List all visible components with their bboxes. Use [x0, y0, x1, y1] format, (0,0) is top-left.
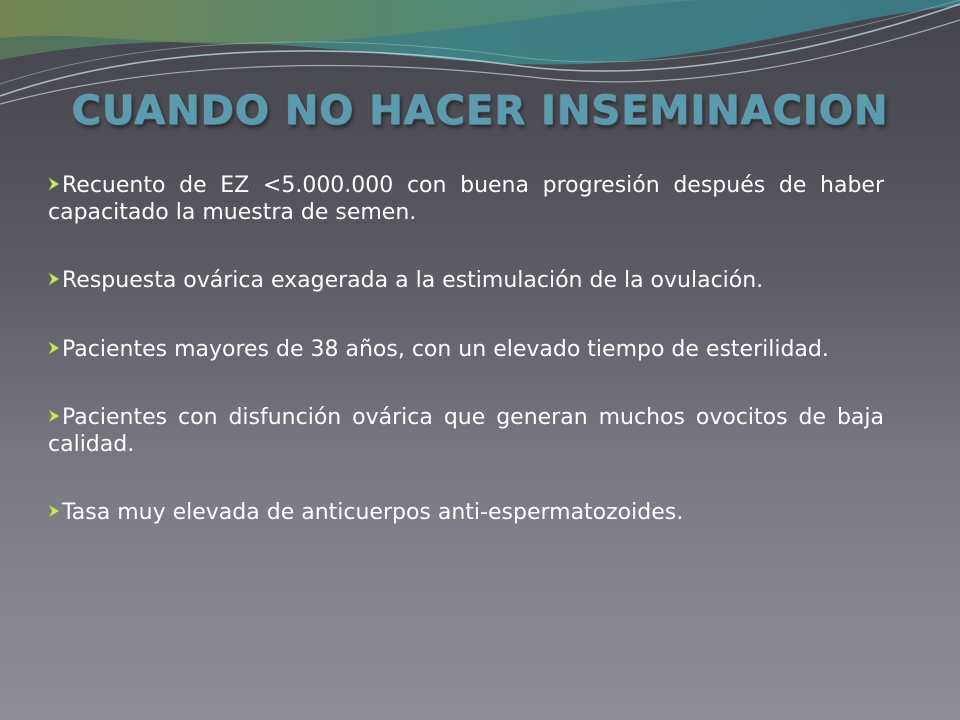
bullet-item [48, 267, 884, 294]
bullet-text: Tasa muy elevada de anticuerpos anti-espermatozoides. [62, 500, 684, 525]
bullet-item [48, 404, 884, 458]
arrow-right-icon [48, 409, 60, 423]
bullet-list [48, 172, 884, 568]
bullet-text: Pacientes mayores de 38 años, con un elevado tiempo de esterilidad. [62, 337, 829, 362]
bullet-text: Pacientes con disfunción ovárica que generan muchos ovocitos de baja calidad. [48, 405, 884, 457]
arrow-right-icon [48, 177, 60, 191]
arrow-right-icon [48, 504, 60, 518]
bullet-text: Respuesta ovárica exagerada a la estimulación de la ovulación. [62, 268, 764, 293]
bullet-item [48, 499, 884, 526]
bullet-text: Recuento de EZ <5.000.000 con buena progresión después de haber capacitado la muestra de semen. [48, 173, 884, 225]
arrow-right-icon [48, 272, 60, 286]
bullet-item [48, 172, 884, 226]
bullet-item [48, 336, 884, 363]
arrow-right-icon [48, 341, 60, 355]
slide-title: CUANDO NO HACER INSEMINACION [71, 88, 889, 134]
